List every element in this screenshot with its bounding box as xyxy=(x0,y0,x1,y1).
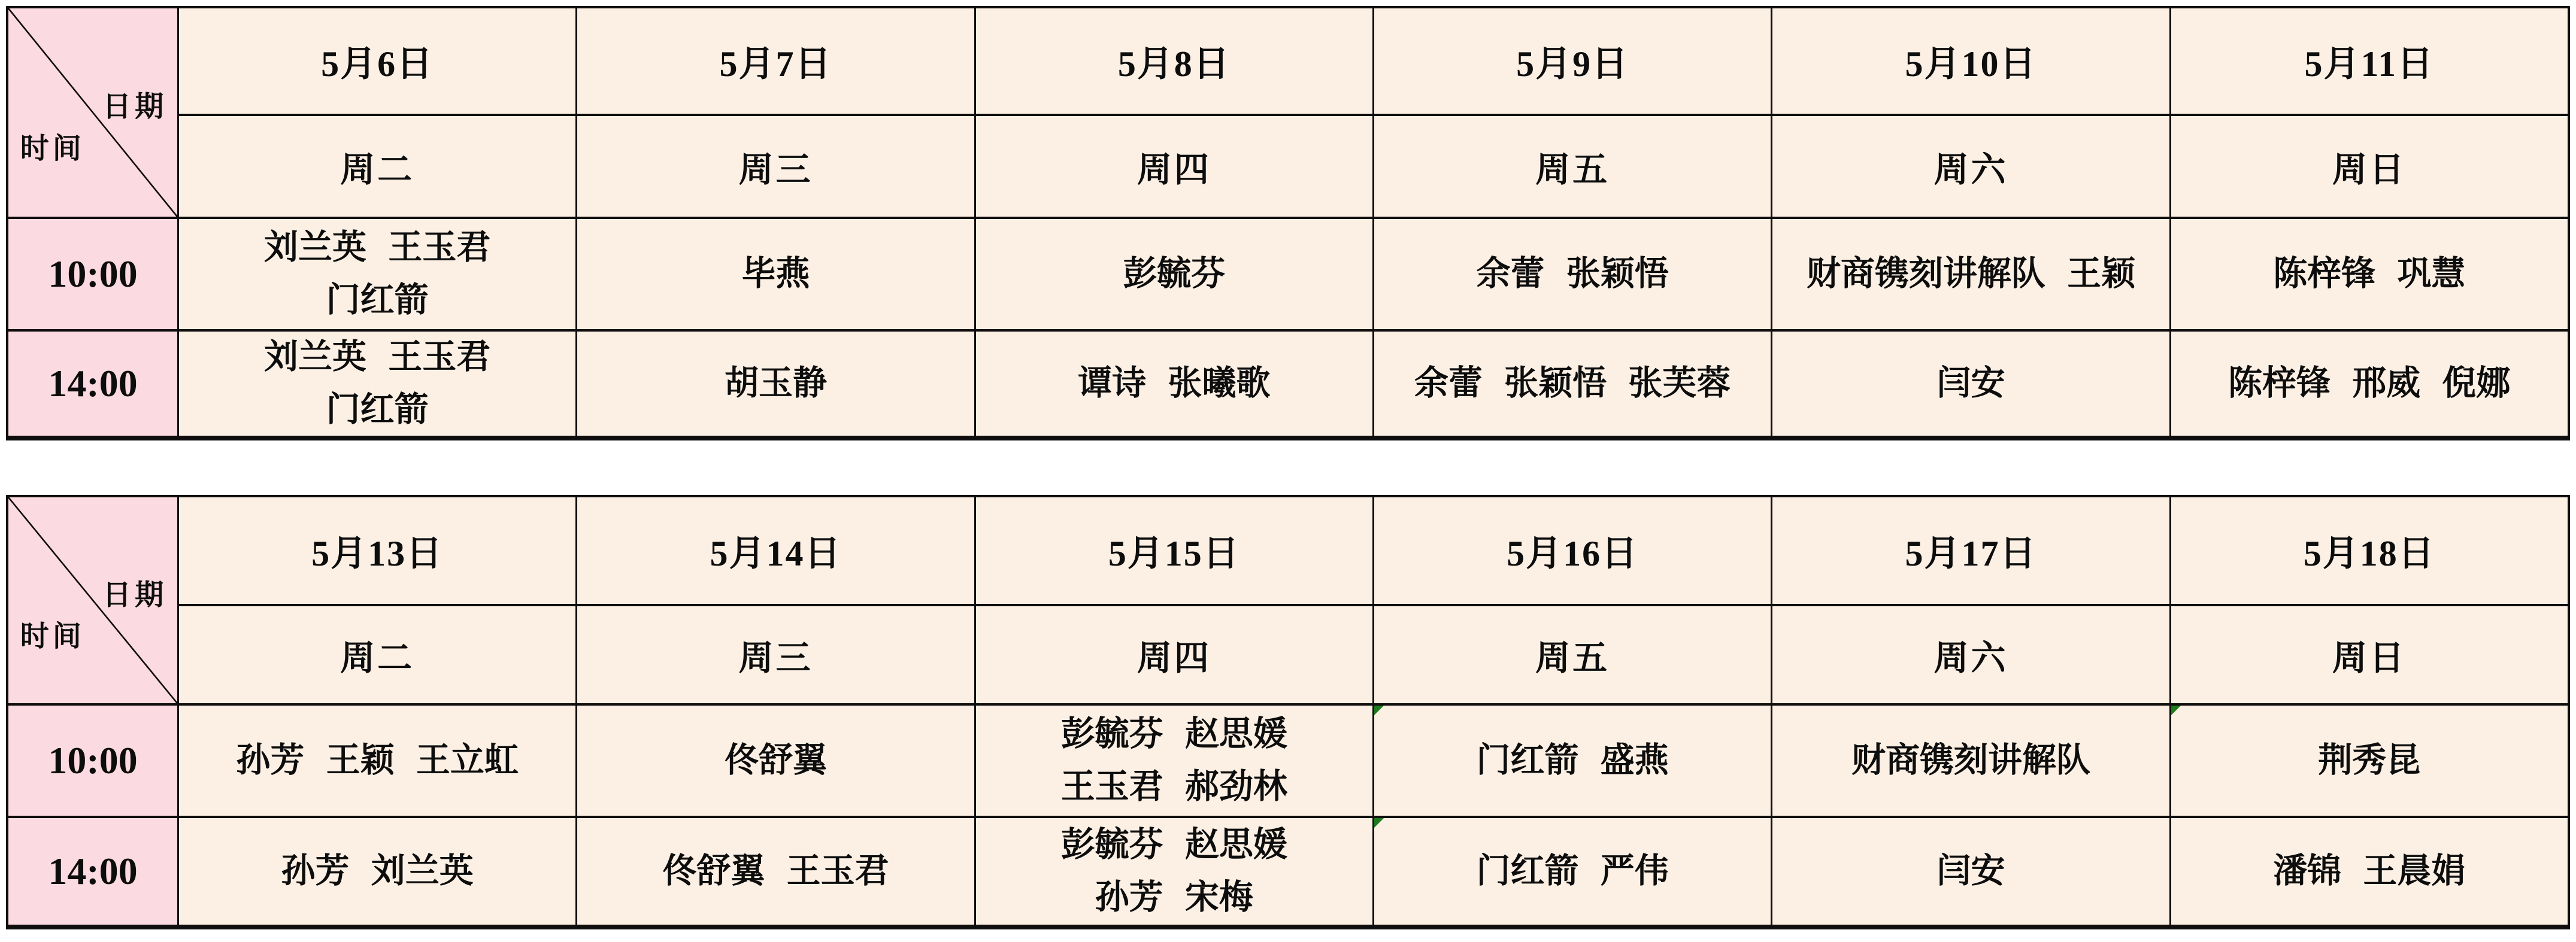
excel-flag-icon xyxy=(1374,706,1384,715)
corner-header-cell xyxy=(8,8,177,217)
date-cell: 5月8日 xyxy=(974,8,1372,114)
schedule-table-week2 xyxy=(6,495,2570,929)
date-cell: 5月9日 xyxy=(1372,8,1771,114)
names-cell xyxy=(575,703,974,816)
name-line: 闫安 xyxy=(1936,364,2005,402)
weekday-cell: 周六 xyxy=(1771,604,2169,703)
weekday-cell: 周二 xyxy=(177,114,575,217)
date-cell: 5月7日 xyxy=(575,8,974,114)
corner-header-cell xyxy=(8,497,177,703)
names-cell xyxy=(575,329,974,436)
name-line: 孙芳 王颖 王立虹 xyxy=(236,741,519,779)
weekday-cell: 周三 xyxy=(575,114,974,217)
date-cell: 5月11日 xyxy=(2169,8,2568,114)
name-line: 王玉君 郝劲林 xyxy=(1060,768,1287,806)
names-cell xyxy=(1771,816,2169,925)
names-cell xyxy=(575,217,974,329)
name-line: 孙芳 刘兰英 xyxy=(281,852,474,890)
weekday-cell: 周三 xyxy=(575,604,974,703)
name-line: 毕燕 xyxy=(741,254,810,293)
time-cell: 14:00 xyxy=(8,816,177,925)
weekday-cell: 周日 xyxy=(2169,604,2568,703)
name-line: 谭诗 张曦歌 xyxy=(1078,364,1271,402)
date-cell: 5月17日 xyxy=(1771,497,2169,604)
date-cell: 5月14日 xyxy=(575,497,974,604)
name-line: 财商镌刻讲解队 王颖 xyxy=(1806,254,2136,293)
names-cell xyxy=(177,816,575,925)
names-cell xyxy=(2169,217,2568,329)
name-line: 刘兰英 王玉君 xyxy=(264,338,491,376)
name-line: 门红箭 严伟 xyxy=(1476,852,1669,890)
excel-flag-icon xyxy=(2171,706,2181,715)
date-cell: 5月13日 xyxy=(177,497,575,604)
names-cell xyxy=(1771,703,2169,816)
corner-time-label: 时间 xyxy=(20,620,85,652)
names-cell xyxy=(1771,329,2169,436)
name-line: 彭毓芬 xyxy=(1123,254,1226,293)
names-cell xyxy=(974,703,1372,816)
names-cell xyxy=(575,816,974,925)
name-line: 陈梓锋 巩慧 xyxy=(2273,254,2466,293)
weekday-cell: 周二 xyxy=(177,604,575,703)
corner-time-label: 时间 xyxy=(20,132,85,165)
excel-flag-icon xyxy=(1374,818,1384,828)
names-cell xyxy=(177,329,575,436)
time-cell: 10:00 xyxy=(8,703,177,816)
name-line: 胡玉静 xyxy=(724,364,827,402)
name-line: 孙芳 宋梅 xyxy=(1095,879,1253,916)
name-line: 佟舒翼 王玉君 xyxy=(662,852,889,890)
schedule-table-week1 xyxy=(6,6,2570,440)
name-line: 佟舒翼 xyxy=(724,741,827,779)
names-cell xyxy=(974,329,1372,436)
names-cell xyxy=(177,217,575,329)
names-cell xyxy=(2169,703,2568,816)
weekday-cell: 周四 xyxy=(974,114,1372,217)
name-line: 彭毓芬 赵思媛 xyxy=(1060,825,1287,864)
weekday-cell: 周四 xyxy=(974,604,1372,703)
names-cell xyxy=(974,816,1372,925)
date-cell: 5月10日 xyxy=(1771,8,2169,114)
corner-date-label: 日期 xyxy=(102,91,168,123)
name-line: 陈梓锋 邢威 倪娜 xyxy=(2228,364,2511,402)
name-line: 余蕾 张颖悟 张芙蓉 xyxy=(1414,364,1731,402)
names-cell xyxy=(1372,816,1771,925)
names-cell xyxy=(974,217,1372,329)
name-line: 潘锦 王晨娟 xyxy=(2273,852,2466,890)
weekday-cell: 周日 xyxy=(2169,114,2568,217)
date-cell: 5月6日 xyxy=(177,8,575,114)
time-cell: 10:00 xyxy=(8,217,177,329)
date-cell: 5月15日 xyxy=(974,497,1372,604)
names-cell xyxy=(1372,217,1771,329)
time-cell: 14:00 xyxy=(8,329,177,436)
names-cell xyxy=(2169,329,2568,436)
name-line: 门红箭 xyxy=(326,281,429,319)
date-cell: 5月16日 xyxy=(1372,497,1771,604)
names-cell xyxy=(2169,816,2568,925)
name-line: 彭毓芬 赵思媛 xyxy=(1060,715,1287,753)
names-cell xyxy=(1372,703,1771,816)
names-cell xyxy=(1372,329,1771,436)
name-line: 闫安 xyxy=(1936,852,2005,890)
weekday-cell: 周五 xyxy=(1372,604,1771,703)
name-line: 财商镌刻讲解队 xyxy=(1851,741,2090,779)
name-line: 门红箭 xyxy=(326,391,429,429)
names-cell xyxy=(177,703,575,816)
name-line: 荆秀昆 xyxy=(2318,741,2421,779)
weekday-cell: 周六 xyxy=(1771,114,2169,217)
date-cell: 5月18日 xyxy=(2169,497,2568,604)
name-line: 门红箭 盛燕 xyxy=(1476,741,1669,779)
name-line: 余蕾 张颖悟 xyxy=(1476,254,1669,293)
weekday-cell: 周五 xyxy=(1372,114,1771,217)
name-line: 刘兰英 王玉君 xyxy=(264,228,491,266)
corner-date-label: 日期 xyxy=(102,579,168,611)
names-cell xyxy=(1771,217,2169,329)
